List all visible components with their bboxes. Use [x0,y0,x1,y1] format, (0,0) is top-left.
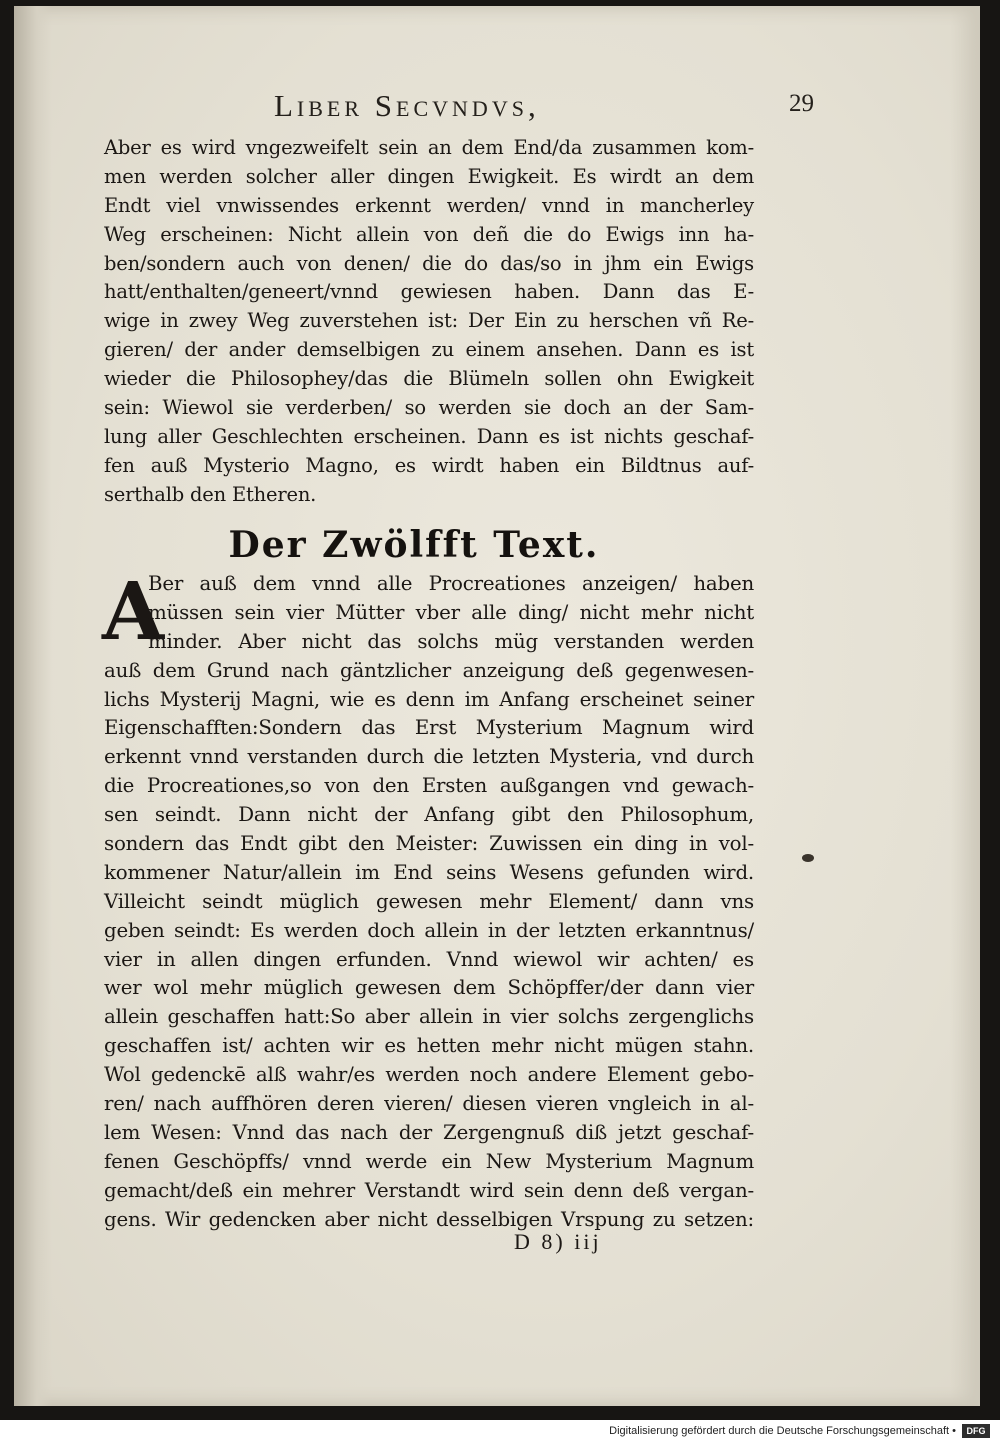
text-line: auß dem Grund nach gäntzlicher anzeigung deß gegenwesen- [104,658,754,682]
text-line: fen auß Mysterio Magno, es wirdt haben ein Bildtnus auf- [104,453,754,477]
text-line: Villeicht seindt müglich gewesen mehr Element/ dann vns [104,889,754,913]
text-line: Aber es wird vngezweifelt sein an dem End/da zusammen kom- [104,136,754,159]
ink-spot [802,854,814,862]
text-line: gens. Wir gedencken aber nicht desselbigen Vrspung zu setzen: [104,1207,754,1231]
text-line: gieren/ der ander demselbigen zu einem ansehen. Dann es ist [104,338,754,362]
text-line: ren/ nach auffhören deren vieren/ diesen vieren vngleich in al- [104,1092,754,1116]
page-number: 29 [789,90,814,117]
text-line: geben seindt: Es werden doch allein in der letzten erkanntnus/ [104,918,754,942]
text-line: sein: Wiewol sie verderben/ so werden sie doch an der Sam- [104,396,754,420]
text-line: wieder die Philosophey/das die Blümeln sollen ohn Ewigkeit [104,367,754,391]
text-line: wer wol mehr müglich gewesen dem Schöpffer/der dann vier [104,976,754,1000]
dfg-logo: DFG [962,1424,990,1438]
text-line: Ber auß dem vnnd alle Procreationes anzeigen/ haben [148,572,754,595]
funding-credit: Digitalisierung gefördert durch die Deutsche Forschungsgemeinschaft • [609,1425,956,1437]
text-line: Eigenschafften:Sondern das Erst Mysterium Magnum wird [104,716,754,740]
text-line: sondern das Endt gibt den Meister: Zuwissen ein ding in vol- [104,832,754,856]
text-line: wige in zwey Weg zuverstehen ist: Der Ein zu herschen vñ Re- [104,309,754,333]
paragraph-1 [104,134,754,510]
text-line: erkennt vnnd verstanden durch die letzten Mysteria, vnd durch [104,745,754,769]
text-line: hatt/enthalten/geneert/vnnd gewiesen haben. Dann das E- [104,280,754,304]
text-line: Wol gedenckē alß wahr/es werden noch andere Element gebo- [104,1063,754,1087]
text-line: allein geschaffen hatt:So aber allein in vier solchs zergenglichs [104,1005,754,1029]
paragraph-2 [104,570,754,1234]
text-line: geschaffen ist/ achten wir es hetten mehr nicht mügen stahn. [104,1034,754,1058]
text-line: men werden solcher aller dingen Ewigkeit. Es wirdt an dem [104,164,754,188]
text-line: serthalb den Etheren. [104,482,317,506]
text-line: vier in allen dingen erfunden. Vnnd wiewol wir achten/ es [104,947,754,971]
text-line: sen seindt. Dann nicht der Anfang gibt den Philosophum, [104,803,754,827]
page-edge [950,6,980,1406]
dropcap-letter: A [102,564,165,658]
section-heading: Der Zwölfft Text. [228,524,600,566]
text-line: gemacht/deß ein mehrer Verstandt wird sein denn deß vergan- [104,1178,754,1202]
footer-bar [0,1420,1000,1442]
running-title: Liber Secvndvs, [274,88,540,123]
text-line: lichs Mysterij Magni, wie es denn im Anfang erscheinet seiner [104,687,754,711]
text-line: ben/sondern auch von denen/ die do das/so in jhm ein Ewigs [104,251,754,275]
book-page [14,6,980,1406]
text-line: fenen Geschöpffs/ vnnd werde ein New Mysterium Magnum [104,1149,754,1173]
text-line: lem Wesen: Vnnd das nach der Zergengnuß diß jetzt geschaf- [104,1120,754,1144]
text-line: Weg erscheinen: Nicht allein von deñ die do Ewigs inn ha- [104,222,754,246]
text-line: Endt viel vnwissendes erkennt werden/ vnnd in mancherley [104,193,754,217]
text-line: minder. Aber nicht das solchs müg verstanden werden [148,629,754,653]
page-gutter [14,6,52,1406]
running-head [224,88,814,128]
text-line: die Procreationes,so von den Ersten außgangen vnd gewach- [104,774,754,798]
text-line: müssen sein vier Mütter vber alle ding/ nicht mehr nicht [148,600,754,624]
text-line: kommener Natur/allein im End seins Wesens gefunden wird. [104,860,754,884]
signature-mark: D 8) iij [514,1229,602,1254]
text-line: lung aller Geschlechten erscheinen. Dann es ist nichts geschaf- [104,424,754,448]
